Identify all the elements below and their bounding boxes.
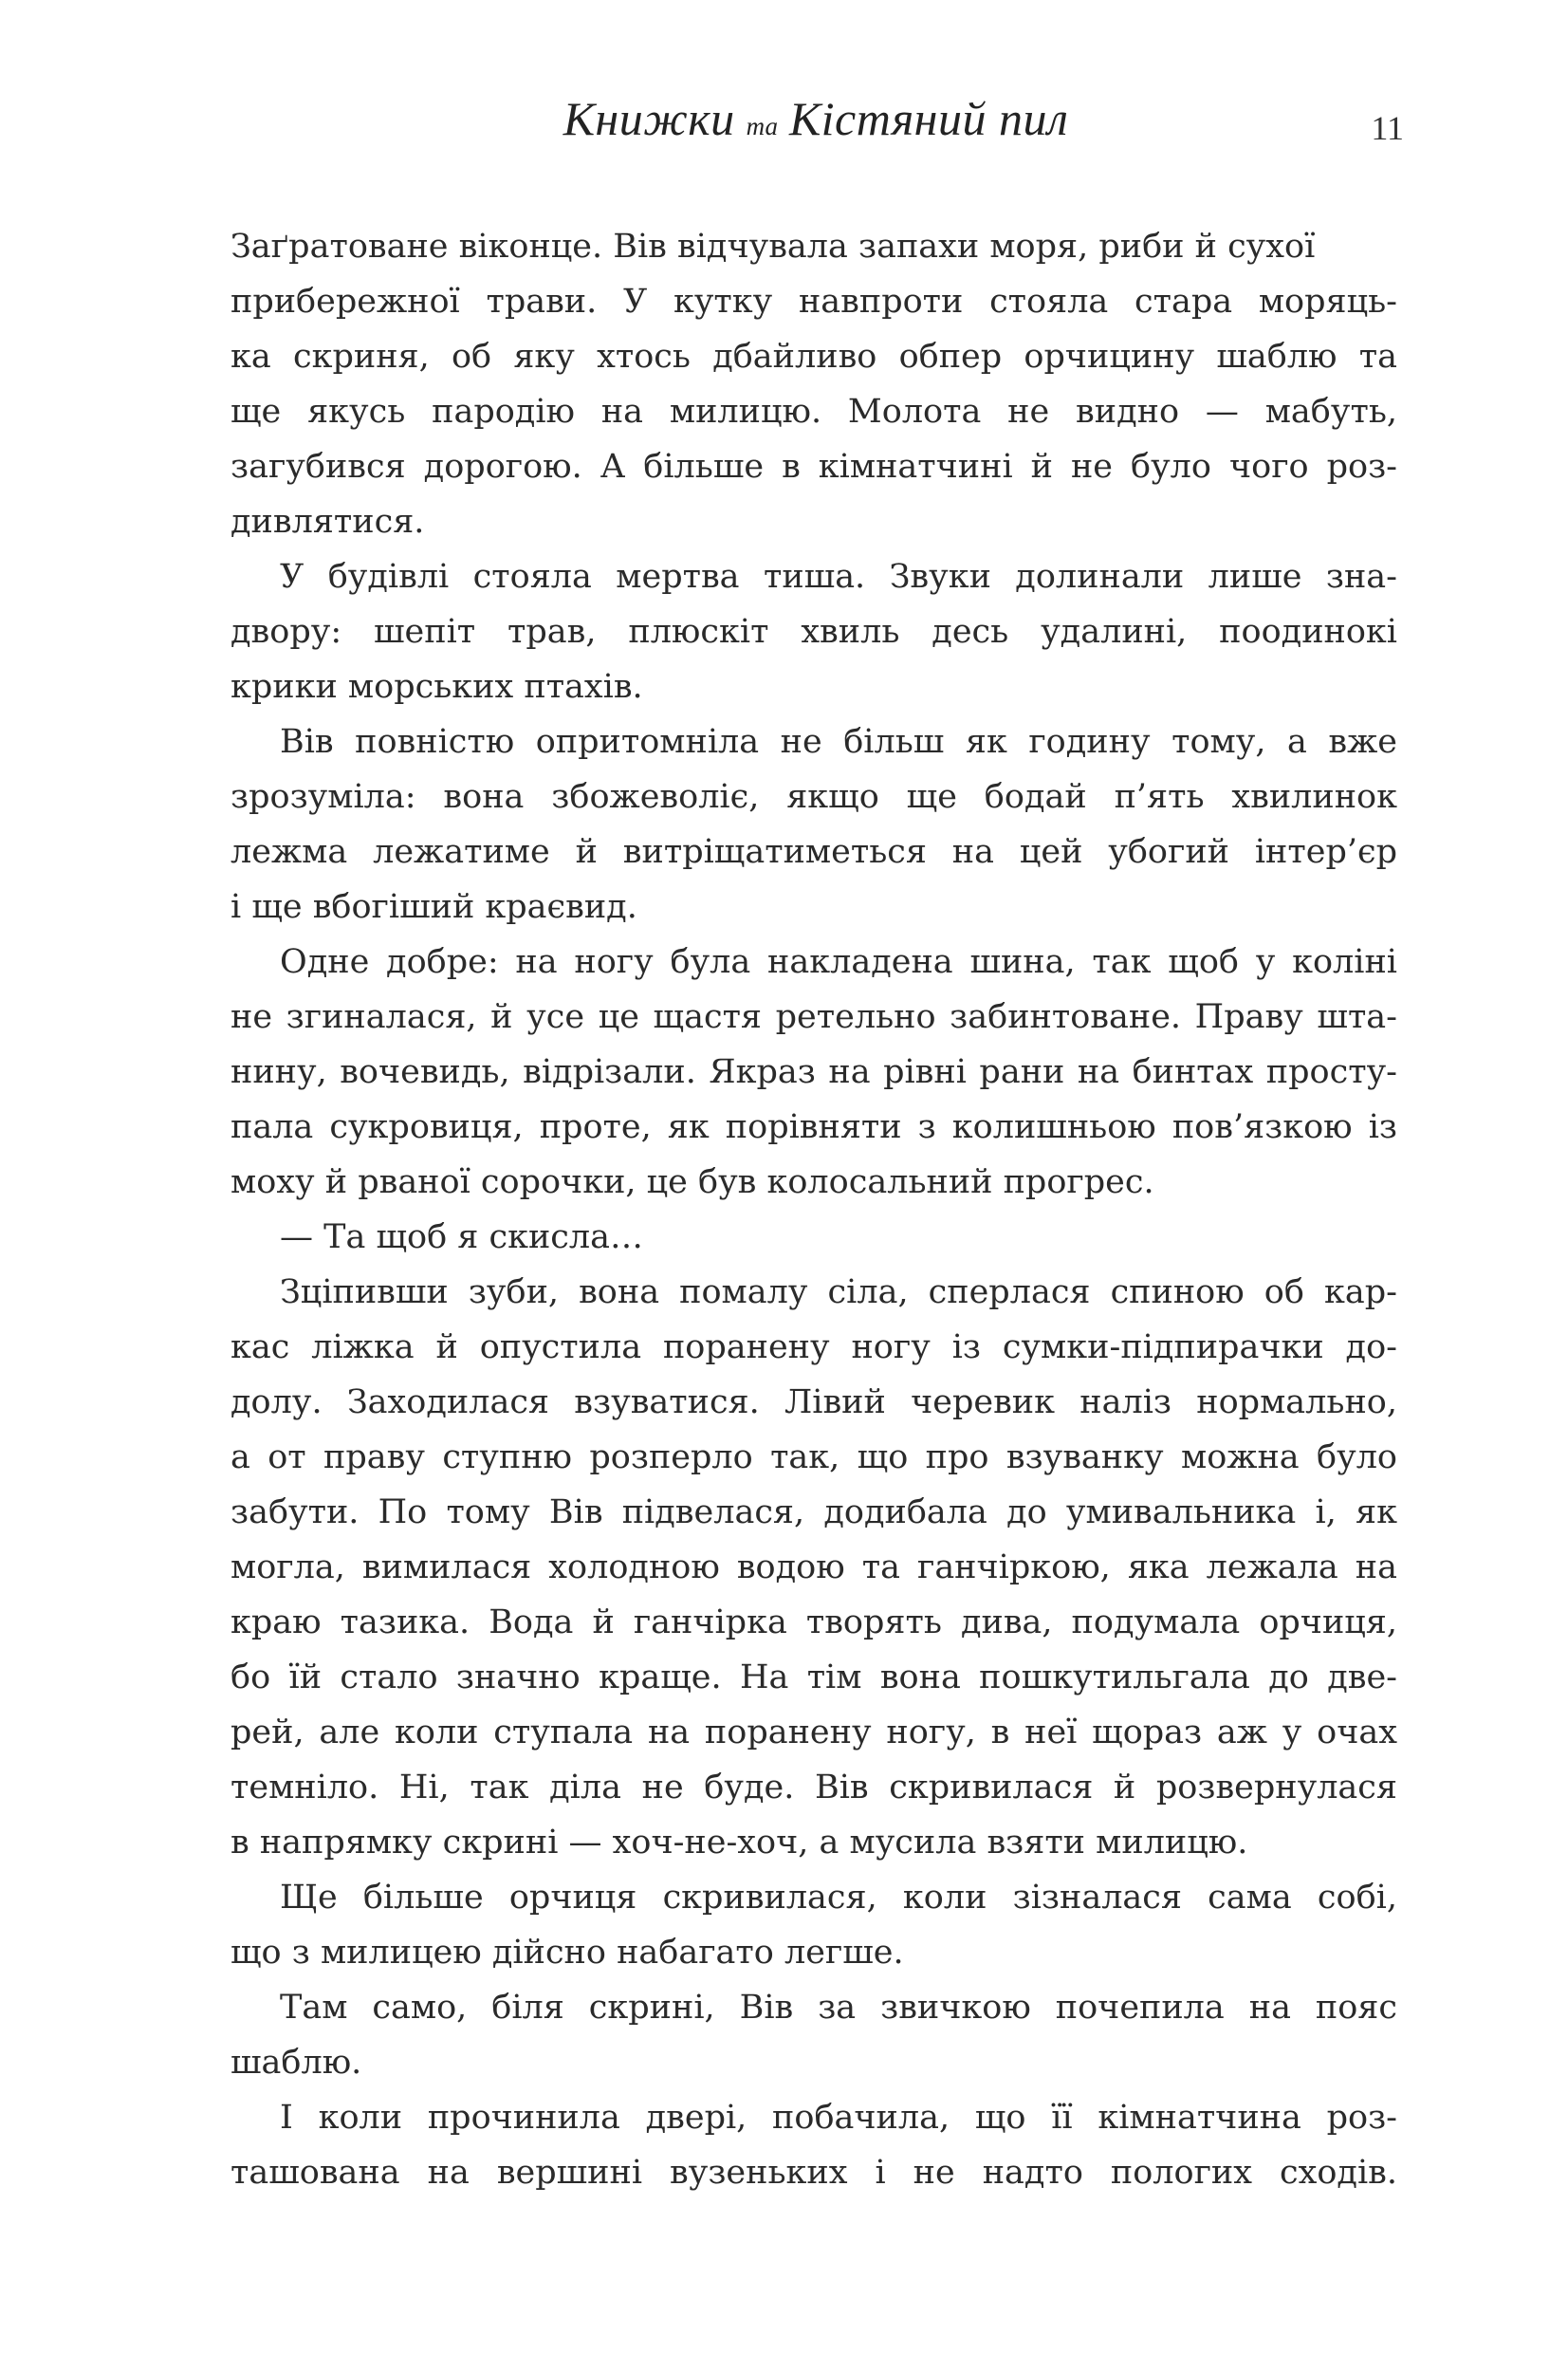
text-line: темніло. Ні, так діла не буде. Вів скривилася й розвернулася (231, 1769, 1397, 1806)
text-line: моху й рваної сорочки, це був колосальний прогрес. (231, 1163, 1154, 1201)
text-line: бо їй стало значно краще. На тім вона пошкутильгала до две- (231, 1658, 1397, 1696)
text-line: лежма лежатиме й витріщатиметься на цей убогий інтер’єр (231, 833, 1397, 871)
text-line: забути. По тому Вів підвелася, додибала до умивальника і, як (231, 1493, 1397, 1531)
text-line: Зціпивши зуби, вона помалу сіла, сперлася спиною об кар- (280, 1273, 1397, 1311)
running-head-conjunction: та (746, 112, 778, 140)
text-line: прибережної трави. У кутку навпроти стояла стара моряць- (231, 283, 1397, 321)
running-head-title-part1: Книжки (563, 92, 735, 145)
running-head (493, 91, 1138, 157)
text-line: — Та щоб я скисла… (280, 1218, 643, 1256)
text-line: а от праву ступню розперло так, що про взуванку можна було (231, 1438, 1397, 1476)
text-line: краю тазика. Вода й ганчірка творять дива, подумала орчиця, (231, 1603, 1397, 1641)
text-line: ще якусь пародію на милицю. Молота не видно — мабуть, (231, 393, 1397, 431)
text-line: долу. Заходилася взуватися. Лівий черевик наліз нормально, (231, 1383, 1397, 1421)
text-line: крики морських птахів. (231, 668, 643, 706)
text-line: ка скриня, об яку хтось дбайливо обпер орчицину шаблю та (231, 338, 1397, 376)
text-line: рей, але коли ступала на поранену ногу, в неї щораз аж у очах (231, 1714, 1397, 1751)
text-line: пала сукровиця, проте, як порівняти з колишньою пов’язкою із (231, 1108, 1397, 1146)
text-line: кас ліжка й опустила поранену ногу із сумки-підпирачки до- (231, 1328, 1397, 1366)
text-line: дивлятися. (231, 503, 425, 541)
running-head-title-part2: Кістяний пил (788, 92, 1069, 145)
text-line: Заґратоване віконце. Вів відчувала запахи моря, риби й сухої (231, 228, 1316, 266)
text-line: Там само, біля скрині, Вів за звичкою почепила на пояс (280, 1989, 1397, 2027)
page-number: 11 (1371, 109, 1404, 147)
text-line: ташована на вершині вузеньких і не надто пологих сходів. (231, 2154, 1397, 2192)
text-line: двору: шепіт трав, плюскіт хвиль десь удалині, поодинокі (231, 613, 1397, 651)
text-line: не згиналася, й усе це щастя ретельно забинтоване. Праву шта- (231, 998, 1397, 1036)
text-line: Вів повністю опритомніла не більш як годину тому, а вже (280, 723, 1397, 761)
text-line: І коли прочинила двері, побачила, що її кімнатчина роз- (280, 2099, 1397, 2137)
text-line: Одне добре: на ногу була накладена шина, так щоб у коліні (280, 943, 1397, 981)
text-line: і ще вбогіший краєвид. (231, 888, 637, 926)
text-line: що з милицею дійсно набагато легше. (231, 1934, 904, 1972)
text-line: в напрямку скрині — хоч-не-хоч, а мусила взяти милицю. (231, 1824, 1248, 1862)
text-line: могла, вимилася холодною водою та ганчіркою, яка лежала на (231, 1548, 1397, 1586)
text-line: Ще більше орчиця скривилася, коли зізналася сама собі, (280, 1879, 1397, 1917)
text-line: У будівлі стояла мертва тиша. Звуки долинали лише зна- (280, 558, 1397, 596)
text-line: нину, вочевидь, відрізали. Якраз на рівні рани на бинтах просту- (231, 1053, 1397, 1091)
text-line: зрозуміла: вона збожеволіє, якщо ще бодай п’ять хвилинок (231, 778, 1397, 816)
text-line: шаблю. (231, 2044, 362, 2082)
text-line: загубився дорогою. А більше в кімнатчині й не було чого роз- (231, 448, 1397, 486)
